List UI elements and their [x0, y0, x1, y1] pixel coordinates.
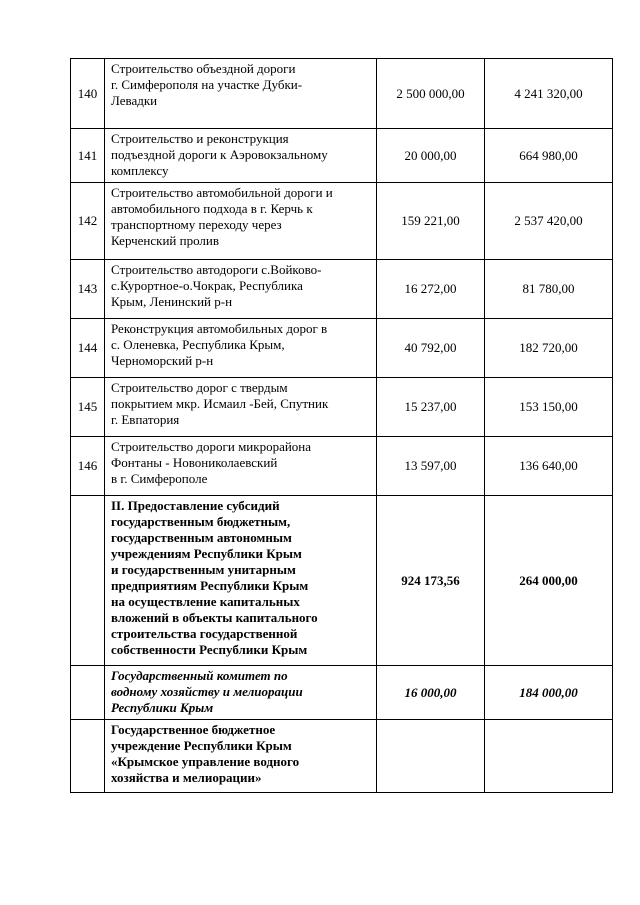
table-row	[71, 129, 613, 183]
amount-col2: 153 150,00	[485, 378, 613, 437]
section-title: II. Предоставление субсидий государственным бюджетным, государственным автономным учреждениям Республики Крым и государственным унитарным предприятиям Республики Крым на осуществление капитальных вложений в объекты капитального строительства государственной собственности Республики Крым	[105, 496, 377, 666]
table-row	[71, 183, 613, 260]
project-name: Строительство и реконструкция подъездной дороги к Аэровокзальному комплексу	[105, 129, 377, 183]
row-number: 144	[71, 319, 105, 378]
section-row	[71, 496, 613, 666]
amount-col1: 15 237,00	[377, 378, 485, 437]
institution-amount-col2	[485, 720, 613, 793]
organization-name: Государственный комитет по водному хозяйству и мелиорации Республики Крым	[105, 666, 377, 720]
table-row	[71, 59, 613, 129]
project-name: Строительство автомобильной дороги и автомобильного подхода в г. Керчь к транспортному переходу через Керченский пролив	[105, 183, 377, 260]
row-number: 146	[71, 437, 105, 496]
section-amount-col2: 264 000,00	[485, 496, 613, 666]
institution-name: Государственное бюджетное учреждение Республики Крым «Крымское управление водного хозяйства и мелиорации»	[105, 720, 377, 793]
project-name: Строительство автодороги с.Войково- с.Курортное-о.Чокрак, Республика Крым, Ленинский р-н	[105, 260, 377, 319]
row-number: 145	[71, 378, 105, 437]
institution-amount-col1	[377, 720, 485, 793]
row-number: 140	[71, 59, 105, 129]
row-number	[71, 496, 105, 666]
organization-amount-col1: 16 000,00	[377, 666, 485, 720]
amount-col2: 182 720,00	[485, 319, 613, 378]
organization-amount-col2: 184 000,00	[485, 666, 613, 720]
amount-col1: 40 792,00	[377, 319, 485, 378]
section-amount-col1: 924 173,56	[377, 496, 485, 666]
amount-col2: 136 640,00	[485, 437, 613, 496]
amount-col2: 2 537 420,00	[485, 183, 613, 260]
amount-col2: 664 980,00	[485, 129, 613, 183]
amount-col1: 20 000,00	[377, 129, 485, 183]
row-number: 142	[71, 183, 105, 260]
amount-col2: 81 780,00	[485, 260, 613, 319]
amount-col1: 16 272,00	[377, 260, 485, 319]
table-row	[71, 260, 613, 319]
project-name: Реконструкция автомобильных дорог в с. Оленевка, Республика Крым, Черноморский р-н	[105, 319, 377, 378]
amount-col1: 13 597,00	[377, 437, 485, 496]
amount-col1: 159 221,00	[377, 183, 485, 260]
project-name: Строительство дороги микрорайона Фонтаны - Новониколаевский в г. Симферополе	[105, 437, 377, 496]
project-name: Строительство дорог с твердым покрытием мкр. Исмаил -Бей, Спутник г. Евпатория	[105, 378, 377, 437]
table-row	[71, 378, 613, 437]
row-number: 141	[71, 129, 105, 183]
institution-row	[71, 720, 613, 793]
amount-col1: 2 500 000,00	[377, 59, 485, 129]
amount-col2: 4 241 320,00	[485, 59, 613, 129]
table-row	[71, 437, 613, 496]
project-name: Строительство объездной дороги г. Симферополя на участке Дубки- Левадки	[105, 59, 377, 129]
budget-table	[70, 58, 613, 793]
table-row	[71, 319, 613, 378]
organization-row	[71, 666, 613, 720]
row-number	[71, 720, 105, 793]
row-number	[71, 666, 105, 720]
row-number: 143	[71, 260, 105, 319]
